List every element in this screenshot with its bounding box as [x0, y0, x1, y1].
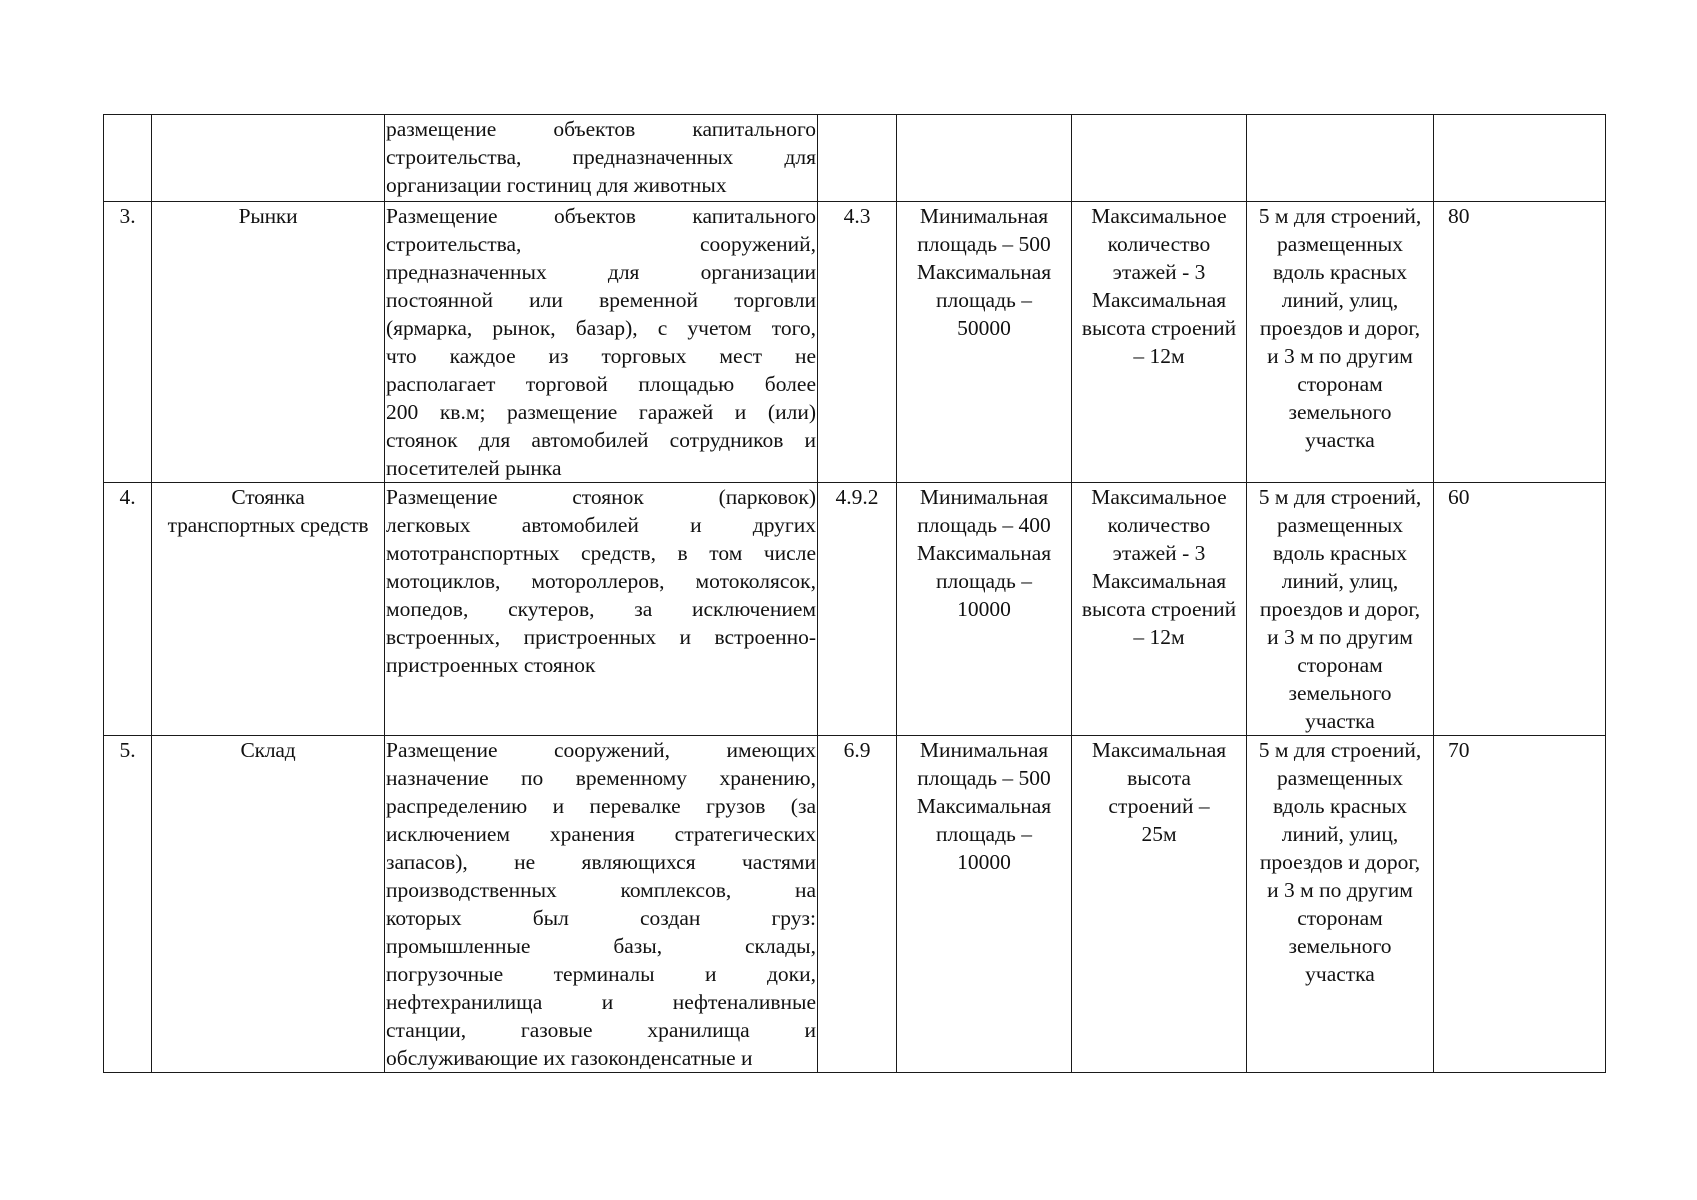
description-line: Размещение объектов капитального	[386, 204, 816, 228]
cell-line: участка	[1305, 709, 1375, 733]
cell-line: участка	[1305, 962, 1375, 986]
cell-line: размещенных	[1277, 766, 1403, 790]
height-limits	[1072, 736, 1247, 1073]
cell-line: сторонам	[1297, 906, 1383, 930]
table-row	[104, 202, 1606, 483]
description-line: посетителей рынка	[386, 456, 562, 480]
regulations-table	[103, 114, 1606, 1073]
height-limits	[1072, 115, 1247, 202]
coverage-percent: 60	[1434, 483, 1606, 736]
cell-line: земельного	[1288, 400, 1392, 424]
cell-line: и 3 м по другим	[1267, 878, 1413, 902]
cell-line: 5 м для строений,	[1258, 485, 1422, 509]
use-description	[385, 202, 818, 483]
cell-line: вдоль красных	[1273, 541, 1407, 565]
cell-line: строений –	[1108, 794, 1210, 818]
description-line: строительства, сооружений,	[386, 232, 816, 256]
cell-line: земельного	[1288, 934, 1392, 958]
cell-line: Стоянка	[231, 485, 305, 509]
cell-line: 10000	[957, 850, 1011, 874]
cell-line: Максимальная	[916, 260, 1052, 284]
cell-line: этажей - 3	[1112, 260, 1206, 284]
description-line: встроенных, пристроенных и встроенно-	[386, 625, 816, 649]
cell-line: Рынки	[238, 204, 298, 228]
use-description	[385, 115, 818, 202]
cell-line: площадь – 500	[917, 766, 1051, 790]
cell-line: высота	[1127, 766, 1191, 790]
cell-line: проездов и дорог,	[1259, 597, 1421, 621]
description-line: предназначенных для организации	[386, 260, 816, 284]
cell-line: 25м	[1141, 822, 1177, 846]
description-line: станции, газовые хранилища и	[386, 1018, 816, 1042]
use-name	[152, 483, 385, 736]
cell-line: вдоль красных	[1273, 794, 1407, 818]
description-line: Размещение стоянок (парковок)	[386, 485, 816, 509]
cell-line: линий, улиц,	[1281, 822, 1399, 846]
table-row	[104, 115, 1606, 202]
cell-line: Максимальная	[1091, 288, 1227, 312]
cell-line: и 3 м по другим	[1267, 344, 1413, 368]
description-line: производственных комплексов, на	[386, 878, 816, 902]
cell-line: площадь – 500	[917, 232, 1051, 256]
cell-line: площадь –	[936, 822, 1032, 846]
use-name	[152, 115, 385, 202]
cell-line: Максимальное	[1091, 204, 1227, 228]
classifier-code	[818, 115, 897, 202]
classifier-code: 6.9	[818, 736, 897, 1073]
cell-line: – 12м	[1133, 344, 1185, 368]
description-line: промышленные базы, склады,	[386, 934, 816, 958]
description-line: мототранспортных средств, в том числе	[386, 541, 816, 565]
table-body	[104, 115, 1606, 1073]
cell-line: участка	[1305, 428, 1375, 452]
cell-line: – 12м	[1133, 625, 1185, 649]
cell-line: линий, улиц,	[1281, 288, 1399, 312]
cell-line: Максимальная	[1091, 569, 1227, 593]
coverage-percent: 80	[1434, 202, 1606, 483]
cell-line: Минимальная	[919, 738, 1049, 762]
description-line: нефтехранилища и нефтеналивные	[386, 990, 816, 1014]
description-line: обслуживающие их газоконденсатные и	[386, 1046, 753, 1070]
row-number: 3.	[104, 202, 152, 483]
coverage-percent	[1434, 115, 1606, 202]
cell-line: линий, улиц,	[1281, 569, 1399, 593]
cell-line: этажей - 3	[1112, 541, 1206, 565]
cell-line: размещенных	[1277, 513, 1403, 537]
description-line: мопедов, скутеров, за исключением	[386, 597, 816, 621]
cell-line: высота строений	[1081, 597, 1237, 621]
description-line: легковых автомобилей и других	[386, 513, 816, 537]
description-line: запасов), не являющихся частями	[386, 850, 816, 874]
cell-line: вдоль красных	[1273, 260, 1407, 284]
cell-line: высота строений	[1081, 316, 1237, 340]
cell-line: Максимальная	[916, 794, 1052, 818]
description-line: (ярмарка, рынок, базар), с учетом того,	[386, 316, 816, 340]
table-row	[104, 483, 1606, 736]
row-number	[104, 115, 152, 202]
cell-line: Максимальная	[916, 541, 1052, 565]
setback-limits	[1247, 483, 1434, 736]
description-line: 200 кв.м; размещение гаражей и (или)	[386, 400, 816, 424]
cell-line: Максимальное	[1091, 485, 1227, 509]
setback-limits	[1247, 736, 1434, 1073]
cell-line: земельного	[1288, 681, 1392, 705]
cell-line: Минимальная	[919, 485, 1049, 509]
description-line: постоянной или временной торговли	[386, 288, 816, 312]
description-line: погрузочные терминалы и доки,	[386, 962, 816, 986]
plot-area-limits	[897, 483, 1072, 736]
description-line: размещение объектов капитального	[386, 117, 816, 141]
cell-line: размещенных	[1277, 232, 1403, 256]
description-line: назначение по временному хранению,	[386, 766, 816, 790]
description-line: стоянок для автомобилей сотрудников и	[386, 428, 816, 452]
cell-line: Максимальная	[1091, 738, 1227, 762]
plot-area-limits	[897, 115, 1072, 202]
plot-area-limits	[897, 736, 1072, 1073]
cell-line: площадь –	[936, 569, 1032, 593]
table-row	[104, 736, 1606, 1073]
height-limits	[1072, 202, 1247, 483]
cell-line: количество	[1107, 232, 1211, 256]
description-line: пристроенных стоянок	[386, 653, 596, 677]
use-description	[385, 736, 818, 1073]
coverage-percent: 70	[1434, 736, 1606, 1073]
cell-line: площадь – 400	[917, 513, 1051, 537]
cell-line: 5 м для строений,	[1258, 204, 1422, 228]
description-line: располагает торговой площадью более	[386, 372, 816, 396]
description-line: которых был создан груз:	[386, 906, 816, 930]
description-line: распределению и перевалке грузов (за	[386, 794, 816, 818]
description-line: мотоциклов, мотороллеров, мотоколясок,	[386, 569, 816, 593]
description-line: строительства, предназначенных для	[386, 145, 816, 169]
description-line: что каждое из торговых мест не	[386, 344, 816, 368]
row-number: 5.	[104, 736, 152, 1073]
cell-line: 50000	[957, 316, 1011, 340]
use-description	[385, 483, 818, 736]
cell-line: сторонам	[1297, 653, 1383, 677]
description-line: исключением хранения стратегических	[386, 822, 816, 846]
description-line: Размещение сооружений, имеющих	[386, 738, 816, 762]
description-line: организации гостиниц для животных	[386, 173, 727, 197]
cell-line: Минимальная	[919, 204, 1049, 228]
cell-line: 10000	[957, 597, 1011, 621]
cell-line: площадь –	[936, 288, 1032, 312]
cell-line: сторонам	[1297, 372, 1383, 396]
setback-limits	[1247, 202, 1434, 483]
row-number: 4.	[104, 483, 152, 736]
setback-limits	[1247, 115, 1434, 202]
classifier-code: 4.3	[818, 202, 897, 483]
cell-line: 5 м для строений,	[1258, 738, 1422, 762]
use-name	[152, 202, 385, 483]
use-name	[152, 736, 385, 1073]
cell-line: проездов и дорог,	[1259, 850, 1421, 874]
cell-line: Склад	[240, 738, 296, 762]
plot-area-limits	[897, 202, 1072, 483]
cell-line: транспортных средств	[167, 513, 369, 537]
height-limits	[1072, 483, 1247, 736]
cell-line: количество	[1107, 513, 1211, 537]
classifier-code: 4.9.2	[818, 483, 897, 736]
cell-line: проездов и дорог,	[1259, 316, 1421, 340]
cell-line: и 3 м по другим	[1267, 625, 1413, 649]
